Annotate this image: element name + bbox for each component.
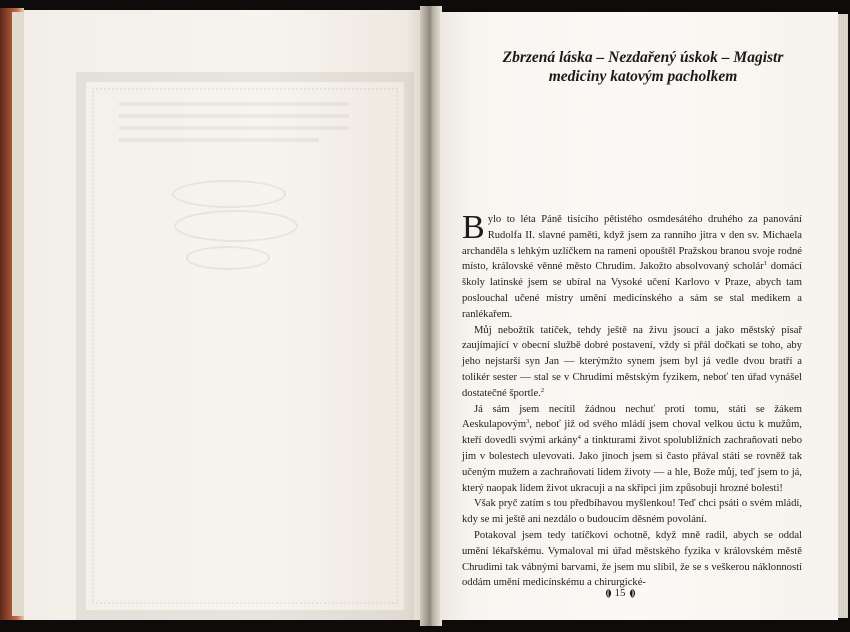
- paragraph-4: [462, 496, 802, 528]
- right-page-edge: [838, 14, 848, 618]
- show-through-line: [119, 138, 319, 142]
- paragraph-text: Já sám jsem necítil žádnou nechuť proti tomu, státi se žákem Aeskulapovým: [462, 403, 802, 431]
- book-gutter: [420, 6, 442, 626]
- chapter-title: [480, 48, 806, 86]
- chapter-title-line-2: mediciny katovým pacholkem: [548, 68, 738, 85]
- chapter-title-line-1: Zbrzená láska – Nezdařený úskok – Magistr: [502, 49, 784, 66]
- footnote-mark: 3: [526, 418, 530, 426]
- paragraph-text: Můj nebožtík tatíček, tehdy ještě na živu jsoucí a jako městský písař zaujímající v obecní službě dobré postavení, vždy si přál dočkati se toho, aby jeho nejstarší syn Jan — kterýmžto synem jsem byl já vedle dvou bratří a tolikér sester — stal se v Chrudimi městským fyzikem, neboť ten úřad vynášel dostatečné športle.: [462, 324, 802, 399]
- floral-ornament-icon: [604, 588, 613, 599]
- show-through-line: [119, 102, 349, 106]
- paragraph-1: [462, 209, 802, 323]
- paragraph-5: [462, 528, 802, 591]
- show-through-line: [119, 126, 349, 130]
- paragraph-text: domácí školy latinské jsem se ubíral na Vysoké učení Karlovo v Praze, abych tam poslouchal učené mistry umění medicínského a sám se stal medikem a ranlékařem.: [462, 261, 802, 320]
- faded-ornamental-frame: [76, 72, 414, 620]
- floral-ornament-icon: [628, 588, 637, 599]
- body-text: [462, 209, 802, 591]
- page-number-footer: [590, 584, 650, 602]
- footnote-mark: 2: [540, 386, 545, 394]
- show-through-ornament: [172, 180, 286, 208]
- page-number: 15: [614, 587, 626, 599]
- footnote-mark: 4: [577, 434, 581, 442]
- paragraph-2: [462, 323, 802, 402]
- paragraph-3: [462, 402, 802, 497]
- left-page: [24, 10, 427, 620]
- paragraph-text: a tinkturami život spolubližních zachraňovati nebo jim v bolestech ulevovati. Jako jinoch jsem si často přával státi se rovněž tak učeným mužem a zachraňovati lidem životy — a hle, Bože můj, teď jsem to já, který naopak lidem život ukracuji a na skřipci jim způsobuji hrozné bolesti!: [462, 435, 802, 494]
- paragraph-text: Potakoval jsem tedy tatíčkovi ochotně, když mně radil, abych se oddal umění lékařskému. Vymaloval mi úřad městského fyzika v královském městě Chrudimi tak vábnými barvami, že jsem mu slíbil, že se s veškerou náklonností oddám umění medicínskému a chirurgické-: [462, 529, 802, 589]
- paragraph-text: ylo to léta Páně tisícího pětistého osmdesátého druhého za panování Rudolfa II. slavné paměti, když jsem za ranního jitra v den sv. Michaela archanděla s lehkým uzlíčkem na rameni opouštěl Pražskou branou svoje rodné místo, královské věnné město Chrudim. Jakožto absolvovaný scholár: [462, 214, 802, 273]
- show-through-ornament: [174, 210, 298, 242]
- show-through-line: [119, 114, 349, 118]
- paragraph-text: Však pryč zatím s tou předbíhavou myšlenkou! Teď chci psáti o svém mládí, kdy se mi ještě ani nezdálo o budoucím děsném povolání.: [462, 498, 802, 526]
- paragraph-text: , neboť již od svého mládí jsem choval velkou úctu k mužům, kteří dovedli svými arkány: [462, 419, 802, 447]
- footnote-mark: 1: [763, 260, 767, 268]
- show-through-ornament: [186, 246, 270, 270]
- drop-cap: B: [462, 209, 485, 246]
